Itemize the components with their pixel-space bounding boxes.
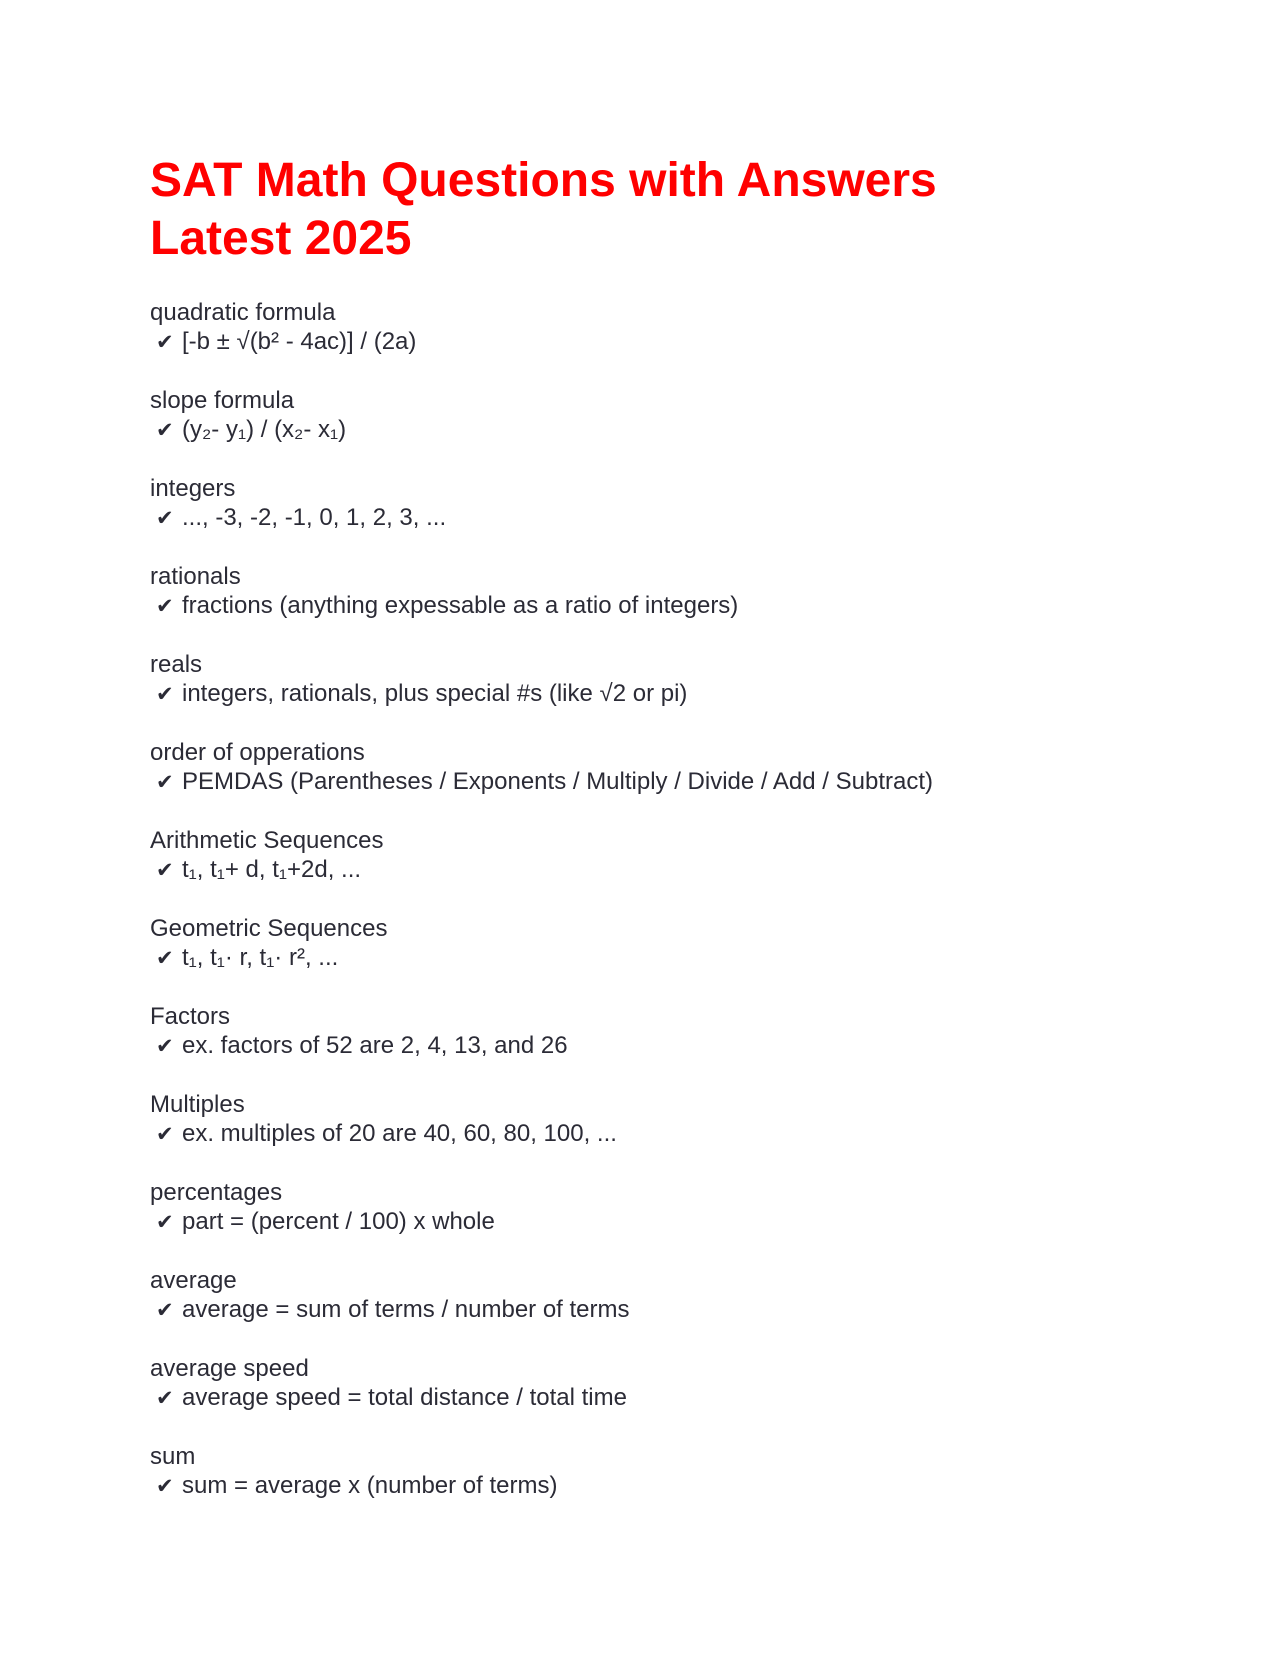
check-mark-icon: ✔ [156,1474,174,1498]
list-item [150,1090,1150,1149]
entry-answer [150,1031,1150,1061]
check-mark-icon: ✔ [156,770,174,794]
list-item [150,474,1150,533]
check-mark-icon: ✔ [156,1386,174,1410]
entry-term: Geometric Sequences [150,915,388,942]
entry-answer [150,591,1150,621]
list-item [150,1002,1150,1061]
check-mark-icon: ✔ [156,1034,174,1058]
list-item [150,1354,1150,1413]
entry-term: quadratic formula [150,299,336,326]
entry-answer-text: integers, rationals, plus special #s (like √2 or pi) [182,680,688,707]
entry-term: sum [150,1443,196,1470]
check-mark-icon: ✔ [156,1210,174,1234]
check-mark-icon: ✔ [156,1298,174,1322]
entry-term: Multiples [150,1091,245,1118]
entry-term: order of opperations [150,739,365,766]
entry-answer-text: ..., -3, -2, -1, 0, 1, 2, 3, ... [182,504,447,531]
list-item [150,562,1150,621]
check-mark-icon: ✔ [156,418,174,442]
list-item [150,298,1150,357]
entry-answer [150,1383,1150,1413]
entry-answer-text: average = sum of terms / number of terms [182,1296,630,1323]
check-mark-icon: ✔ [156,506,174,530]
entry-answer [150,1207,1150,1237]
entry-term: percentages [150,1179,283,1206]
entry-answer [150,767,1150,797]
list-item [150,1178,1150,1237]
entry-answer [150,503,1150,533]
entry-answer [150,855,1150,885]
flashcard-list [150,298,1150,1501]
check-mark-icon: ✔ [156,682,174,706]
entry-term: average [150,1267,237,1294]
entry-answer-text: average speed = total distance / total time [182,1384,627,1411]
check-mark-icon: ✔ [156,946,174,970]
entry-answer [150,679,1150,709]
entry-answer-text: ex. factors of 52 are 2, 4, 13, and 26 [182,1032,568,1059]
entry-answer [150,1119,1150,1149]
entry-term: slope formula [150,387,295,414]
title-line-2: Latest 2025 [150,212,412,265]
entry-answer [150,415,1150,445]
entry-answer [150,1295,1150,1325]
entry-answer-text: t₁, t₁+ d, t₁+2d, ... [182,856,362,883]
list-item [150,826,1150,885]
entry-term: average speed [150,1355,309,1382]
entry-term: rationals [150,563,241,590]
entry-term: integers [150,475,236,502]
entry-term: Arithmetic Sequences [150,827,384,854]
entry-answer-text: [-b ± √(b² - 4ac)] / (2a) [182,328,417,355]
check-mark-icon: ✔ [156,594,174,618]
entry-answer [150,327,1150,357]
list-item [150,914,1150,973]
entry-term: Factors [150,1003,231,1030]
list-item [150,738,1150,797]
document-title [150,152,1150,268]
document-page [150,152,1150,1530]
check-mark-icon: ✔ [156,858,174,882]
entry-answer [150,943,1150,973]
entry-answer-text: part = (percent / 100) x whole [182,1208,495,1235]
list-item [150,650,1150,709]
list-item [150,1442,1150,1501]
check-mark-icon: ✔ [156,330,174,354]
entry-term: reals [150,651,203,678]
check-mark-icon: ✔ [156,1122,174,1146]
entry-answer-text: fractions (anything expessable as a ratio of integers) [182,592,739,619]
entry-answer-text: ex. multiples of 20 are 40, 60, 80, 100, ... [182,1120,617,1147]
entry-answer [150,1471,1150,1501]
list-item [150,1266,1150,1325]
entry-answer-text: PEMDAS (Parentheses / Exponents / Multiply / Divide / Add / Subtract) [182,768,933,795]
entry-answer-text: sum = average x (number of terms) [182,1472,558,1499]
title-line-1: SAT Math Questions with Answers [150,154,937,207]
entry-answer-text: (y₂- y₁) / (x₂- x₁) [182,416,347,443]
list-item [150,386,1150,445]
entry-answer-text: t₁, t₁· r, t₁· r², ... [182,944,339,971]
